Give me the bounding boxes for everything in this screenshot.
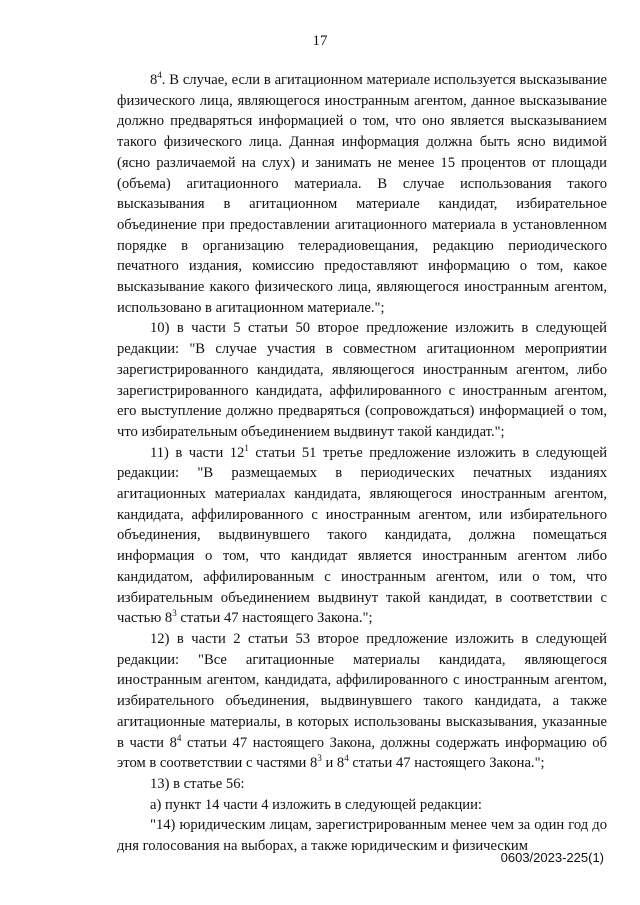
clause-number: 8 bbox=[150, 72, 158, 88]
paragraph-text: статьи 47 настоящего Закона."; bbox=[176, 610, 373, 627]
paragraph-text: статьи 47 настоящего Закона."; bbox=[348, 755, 545, 772]
page-number: 17 bbox=[312, 33, 328, 49]
paragraph-8-4 bbox=[117, 70, 607, 318]
document-body bbox=[117, 70, 607, 857]
paragraph-item-11 bbox=[117, 443, 607, 629]
superscript: 1 bbox=[244, 442, 249, 453]
clause-superscript: 4 bbox=[157, 70, 162, 80]
superscript: 4 bbox=[344, 753, 349, 764]
paragraph-text: и 8 bbox=[321, 755, 345, 772]
paragraph-subitem-a: а) пункт 14 части 4 изложить в следующей редакции: bbox=[150, 796, 482, 813]
paragraph-text: статьи 51 третье предложение изложить в следующей редакции: "В размещаемых в периодических печатных изданиях агитационных материалах кандидата, являющегося иностранным агентом, кандидата, аффилированного с иностранным агентом, или избирательного объединения, выдвинувшего такого кандидата, должна помещаться информация о том, что кандидат является иностранным агентом либо кандидатом, аффилированным с иностранным агентом, или о том, что избирательным объединением выдвинут такой кандидат, в соответствии с частью 8 bbox=[117, 444, 608, 627]
paragraph-text: . В случае, если в агитационном материале используется высказывание физического лица, являющегося иностранным агентом, данное высказывание должно предваряться информацией о том, что оно является высказыванием такого физического лица. Данная информация должна быть ясно видимой (ясно различаемой на слух) и занимать не менее 15 процентов от площади (объема) агитационного материала. В случае использования такого высказывания в агитационном материале кандидат, избирательное объединение при предоставлении агитационного материала в установленном порядке в организацию телерадиовещания, редакцию периодического печатного издания, комиссию предоставляют информацию о том, какое высказывание какого физического лица, являющегося иностранным агентом, использовано в агитационном материале."; bbox=[117, 72, 607, 316]
superscript: 4 bbox=[176, 732, 182, 743]
superscript: 3 bbox=[172, 608, 177, 619]
paragraph-quote-14: "14) юридическим лицам, зарегистрированным менее чем за один год до дня голосования на выборах, а также юридическим и физическим bbox=[117, 817, 607, 855]
paragraph-item-13: 13) в статье 56: bbox=[150, 775, 245, 792]
paragraph-item-10: 10) в части 5 статьи 50 второе предложение изложить в следующей редакции: "В случае участия в совместном агитационном мероприятии зарегистрированного кандидата, являющегося иностранным агентом, либо зарегистрированного кандидата, аффилированного с иностранным агентом, его выступление должно предваряться (сопровождаться) информацией о том, что избирательным объединением выдвинут такой кандидат."; bbox=[117, 320, 607, 440]
paragraph-text: 12) в части 2 статьи 53 второе предложение изложить в следующей редакции: "Все агитационные материалы кандидата, являющегося иностранным агентом, кандидата, аффилированного с иностранным агентом, избирательного объединения, выдвинувшего такого кандидата, а также агитационные материалы, в которых использованы высказывания, указанные в части 8 bbox=[117, 630, 607, 751]
paragraph-text: 11) в части 12 bbox=[150, 444, 245, 461]
document-code: 0603/2023-225(1) bbox=[500, 850, 604, 865]
superscript: 3 bbox=[317, 753, 322, 764]
paragraph-item-12 bbox=[117, 629, 607, 774]
paragraph-text: статьи 47 настоящего Закона, должны содержать информацию об этом в соответствии с частями 8 bbox=[117, 734, 608, 772]
